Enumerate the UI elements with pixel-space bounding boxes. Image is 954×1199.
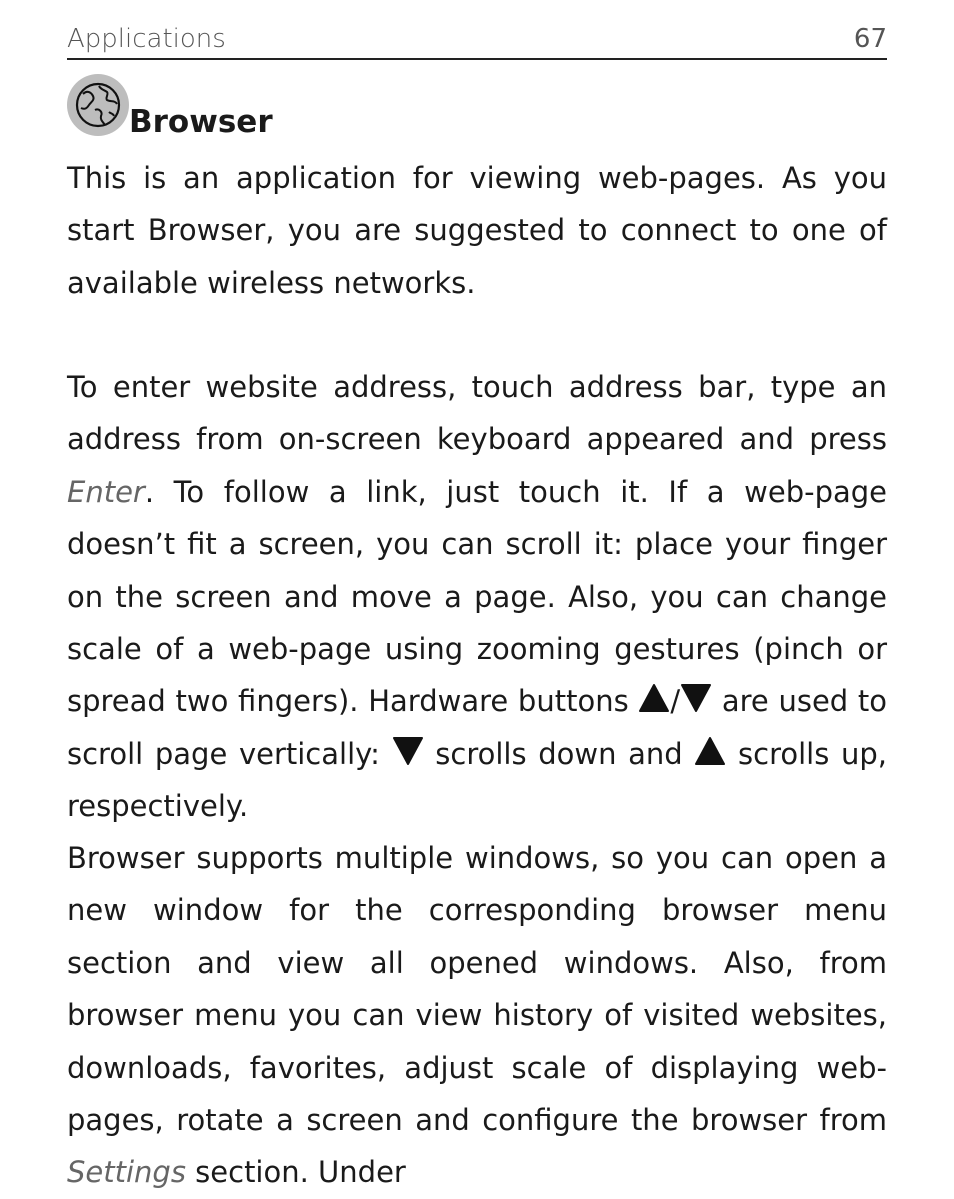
paragraph-text: To enter website address, touch address bar, type an address from on-screen keyboard appeared and press: [67, 370, 887, 457]
page-number: 67: [853, 24, 887, 54]
paragraph-navigation: [67, 361, 887, 833]
triangle-down-icon: [680, 683, 712, 713]
paragraph-text: This is an application for viewing web-pages. As you start Browser, you are suggested to connect to one of available wireless networks.: [67, 161, 887, 300]
page-header: [67, 22, 887, 60]
paragraph-windows: [67, 832, 887, 1199]
paragraph-text: are used to scroll page vertically:: [67, 684, 888, 771]
triangle-down-icon: [392, 736, 424, 766]
triangle-up-icon: [694, 736, 726, 766]
paragraph-intro: [67, 152, 887, 309]
settings-label: Settings: [67, 1155, 186, 1190]
section-title: Applications: [67, 24, 226, 54]
triangle-up-icon: [638, 683, 670, 713]
heading-title: Browser: [129, 104, 273, 140]
paragraph-text: . To follow a link, just touch it. If a web-page doesn’t fit a screen, you can scroll it: place your finger on the screen and move a page. Also, you can change scale of a web-page using zooming gestures (pinch or spread two fingers). Hardware buttons: [67, 474, 887, 719]
slash-separator: /: [670, 684, 681, 719]
paragraph-text: scrolls up, respectively.: [67, 736, 887, 824]
paragraph-text: section. Under: [185, 1155, 406, 1190]
globe-icon: [67, 74, 129, 136]
enter-key-label: Enter: [67, 474, 145, 509]
paragraph-text: scrolls down and: [423, 736, 695, 771]
paragraph-text: Browser supports multiple windows, so you can open a new window for the corresponding browser menu section and view all opened windows. Also, from browser menu you can view history of visited websites, downloads, favorites, adjust scale of displaying web-pages, rotate a screen and configure the browser from: [67, 841, 887, 1138]
